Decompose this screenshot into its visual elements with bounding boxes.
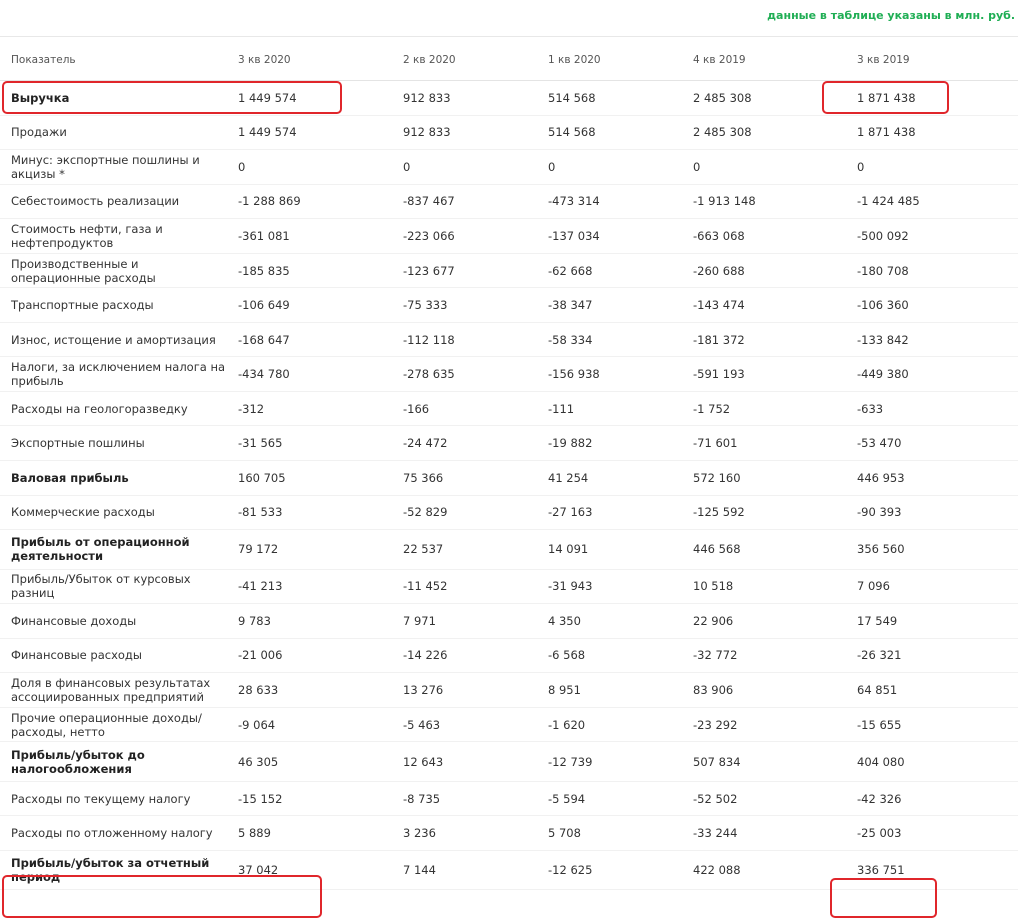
value-q4-2019: -125 592: [693, 505, 745, 520]
row-label: Продажи: [11, 125, 67, 140]
row-label: Прочие операционные доходы/ расходы, нетто: [11, 710, 202, 739]
value-q4-2019: -591 193: [693, 367, 745, 382]
value-q3-2019: -42 326: [857, 791, 902, 806]
value-q1-2020: -12 625: [548, 863, 593, 878]
value-q4-2019: -52 502: [693, 791, 738, 806]
value-q3-2020: -1 288 869: [238, 194, 301, 209]
value-q4-2019: 0: [693, 159, 701, 174]
value-q4-2019: -23 292: [693, 717, 738, 732]
table-row: [0, 116, 1018, 151]
value-q2-2020: -24 472: [403, 436, 448, 451]
value-q3-2019: -180 708: [857, 263, 909, 278]
value-q3-2019: 64 851: [857, 683, 898, 698]
value-q4-2019: 446 568: [693, 542, 741, 557]
value-q4-2019: -260 688: [693, 263, 745, 278]
value-q2-2020: -123 677: [403, 263, 455, 278]
highlight-revenue-label: [2, 81, 342, 114]
value-q3-2019: 356 560: [857, 542, 905, 557]
row-label: Расходы на геологоразведку: [11, 401, 188, 416]
value-q1-2020: -19 882: [548, 436, 593, 451]
value-q3-2020: -41 213: [238, 579, 283, 594]
value-q2-2020: -52 829: [403, 505, 448, 520]
value-q4-2019: 83 906: [693, 683, 734, 698]
value-q2-2020: 75 366: [403, 470, 444, 485]
value-q2-2020: -837 467: [403, 194, 455, 209]
value-q3-2020: -31 565: [238, 436, 283, 451]
row-label: Расходы по текущему налогу: [11, 791, 191, 806]
value-q2-2020: -8 735: [403, 791, 441, 806]
row-label: Себестоимость реализации: [11, 194, 180, 209]
value-q2-2020: 22 537: [403, 542, 444, 557]
value-q1-2020: -38 347: [548, 298, 593, 313]
row-label: Коммерческие расходы: [11, 505, 155, 520]
value-q3-2020: 46 305: [238, 754, 279, 769]
value-q3-2019: -133 842: [857, 332, 909, 347]
value-q3-2020: 37 042: [238, 863, 279, 878]
value-q3-2020: -9 064: [238, 717, 276, 732]
table-row: [0, 392, 1018, 427]
row-label: Прибыль от операционной деятельности: [11, 535, 190, 564]
value-q4-2019: 2 485 308: [693, 90, 752, 105]
table-row: [0, 639, 1018, 674]
value-q3-2020: 79 172: [238, 542, 279, 557]
row-label: Экспортные пошлины: [11, 436, 145, 451]
row-label: Прибыль/убыток до налогообложения: [11, 747, 145, 776]
row-label: Производственные и операционные расходы: [11, 256, 156, 285]
value-q3-2019: 336 751: [857, 863, 905, 878]
value-q2-2020: -278 635: [403, 367, 455, 382]
value-q3-2019: 1 871 438: [857, 90, 916, 105]
table-row: [0, 604, 1018, 639]
value-q1-2020: -58 334: [548, 332, 593, 347]
value-q1-2020: 0: [548, 159, 556, 174]
value-q4-2019: 10 518: [693, 579, 734, 594]
units-note: данные в таблице указаны в млн. руб.: [767, 9, 1015, 22]
value-q4-2019: 572 160: [693, 470, 741, 485]
row-label: Расходы по отложенному налогу: [11, 826, 213, 841]
table-row: [0, 323, 1018, 358]
table-row: [0, 496, 1018, 531]
row-label: Минус: экспортные пошлины и акцизы *: [11, 152, 200, 181]
row-label: Износ, истощение и амортизация: [11, 332, 216, 347]
value-q3-2020: 1 449 574: [238, 125, 297, 140]
value-q3-2019: -26 321: [857, 648, 902, 663]
value-q3-2019: 0: [857, 159, 865, 174]
value-q4-2019: -181 372: [693, 332, 745, 347]
value-q3-2020: -168 647: [238, 332, 290, 347]
value-q3-2020: -312: [238, 401, 265, 416]
row-label: Доля в финансовых результатах ассоциированных предприятий: [11, 676, 211, 705]
value-q1-2020: -473 314: [548, 194, 600, 209]
row-label: Прибыль/Убыток от курсовых разниц: [11, 572, 191, 601]
value-q3-2020: -106 649: [238, 298, 290, 313]
table-row: [0, 461, 1018, 496]
value-q3-2020: 160 705: [238, 470, 286, 485]
value-q1-2020: -31 943: [548, 579, 593, 594]
value-q1-2020: 8 951: [548, 683, 581, 698]
value-q4-2019: -71 601: [693, 436, 738, 451]
value-q2-2020: 912 833: [403, 90, 451, 105]
value-q4-2019: -32 772: [693, 648, 738, 663]
value-q2-2020: -223 066: [403, 228, 455, 243]
table-row: [0, 570, 1018, 605]
value-q3-2020: -15 152: [238, 791, 283, 806]
value-q1-2020: -27 163: [548, 505, 593, 520]
header-q2-2020: 2 кв 2020: [403, 53, 456, 66]
value-q1-2020: -62 668: [548, 263, 593, 278]
value-q3-2019: -90 393: [857, 505, 902, 520]
highlight-net-profit-label: [2, 875, 322, 918]
value-q3-2020: -185 835: [238, 263, 290, 278]
value-q4-2019: -143 474: [693, 298, 745, 313]
value-q3-2019: 404 080: [857, 754, 905, 769]
table-body: [0, 81, 1018, 890]
value-q2-2020: -166: [403, 401, 430, 416]
table-row: [0, 816, 1018, 851]
table-row: [0, 357, 1018, 392]
value-q2-2020: -5 463: [403, 717, 441, 732]
value-q2-2020: -14 226: [403, 648, 448, 663]
value-q4-2019: 507 834: [693, 754, 741, 769]
table-row: [0, 219, 1018, 254]
value-q3-2019: -15 655: [857, 717, 902, 732]
value-q1-2020: -1 620: [548, 717, 586, 732]
value-q2-2020: -11 452: [403, 579, 448, 594]
table-row: [0, 782, 1018, 817]
table-row: [0, 673, 1018, 708]
table-row: [0, 150, 1018, 185]
value-q3-2020: 28 633: [238, 683, 279, 698]
value-q3-2019: -106 360: [857, 298, 909, 313]
header-q1-2020: 1 кв 2020: [548, 53, 601, 66]
row-label: Финансовые расходы: [11, 648, 142, 663]
table-header-row: [0, 37, 1018, 81]
value-q1-2020: -137 034: [548, 228, 600, 243]
value-q2-2020: 7 144: [403, 863, 436, 878]
table-row: [0, 530, 1018, 570]
value-q3-2020: 0: [238, 159, 246, 174]
value-q1-2020: 514 568: [548, 125, 596, 140]
value-q1-2020: 4 350: [548, 613, 581, 628]
header-q3-2019: 3 кв 2019: [857, 53, 910, 66]
row-label: Стоимость нефти, газа и нефтепродуктов: [11, 221, 163, 250]
value-q2-2020: 13 276: [403, 683, 444, 698]
value-q3-2019: -1 424 485: [857, 194, 920, 209]
value-q2-2020: -112 118: [403, 332, 455, 347]
value-q3-2020: 9 783: [238, 613, 271, 628]
table-row: [0, 708, 1018, 743]
header-indicator: Показатель: [11, 53, 76, 66]
value-q3-2020: -361 081: [238, 228, 290, 243]
row-label: Финансовые доходы: [11, 613, 137, 628]
value-q3-2020: -81 533: [238, 505, 283, 520]
value-q4-2019: -1 913 148: [693, 194, 756, 209]
value-q1-2020: 514 568: [548, 90, 596, 105]
row-label: Прибыль/убыток за отчетный период: [11, 856, 210, 885]
value-q2-2020: 912 833: [403, 125, 451, 140]
value-q3-2020: 1 449 574: [238, 90, 297, 105]
table-row: [0, 426, 1018, 461]
value-q4-2019: 22 906: [693, 613, 734, 628]
highlight-net-profit-q3-2019: [830, 878, 937, 918]
value-q1-2020: -156 938: [548, 367, 600, 382]
value-q2-2020: -75 333: [403, 298, 448, 313]
header-q3-2020: 3 кв 2020: [238, 53, 291, 66]
value-q4-2019: -1 752: [693, 401, 731, 416]
value-q3-2019: -53 470: [857, 436, 902, 451]
table-row: [0, 288, 1018, 323]
row-label: Транспортные расходы: [11, 298, 154, 313]
table-row: [0, 742, 1018, 782]
value-q4-2019: -663 068: [693, 228, 745, 243]
value-q3-2019: 1 871 438: [857, 125, 916, 140]
value-q1-2020: 5 708: [548, 826, 581, 841]
value-q4-2019: -33 244: [693, 826, 738, 841]
value-q3-2020: -434 780: [238, 367, 290, 382]
value-q3-2019: -25 003: [857, 826, 902, 841]
financial-table: [0, 36, 1018, 890]
value-q3-2019: -633: [857, 401, 884, 416]
value-q1-2020: -12 739: [548, 754, 593, 769]
value-q2-2020: 7 971: [403, 613, 436, 628]
row-label: Валовая прибыль: [11, 470, 129, 485]
highlight-revenue-q3-2019: [822, 81, 949, 114]
value-q1-2020: -111: [548, 401, 575, 416]
value-q3-2019: 7 096: [857, 579, 890, 594]
value-q3-2019: 17 549: [857, 613, 898, 628]
row-label: Выручка: [11, 90, 70, 105]
table-row: [0, 254, 1018, 289]
value-q3-2020: -21 006: [238, 648, 283, 663]
value-q4-2019: 2 485 308: [693, 125, 752, 140]
value-q2-2020: 3 236: [403, 826, 436, 841]
value-q2-2020: 12 643: [403, 754, 444, 769]
table-row: [0, 185, 1018, 220]
row-label: Налоги, за исключением налога на прибыль: [11, 360, 226, 389]
value-q1-2020: 41 254: [548, 470, 589, 485]
value-q1-2020: -5 594: [548, 791, 586, 806]
value-q1-2020: 14 091: [548, 542, 589, 557]
value-q1-2020: -6 568: [548, 648, 586, 663]
value-q3-2019: -449 380: [857, 367, 909, 382]
value-q2-2020: 0: [403, 159, 411, 174]
value-q3-2019: 446 953: [857, 470, 905, 485]
header-q4-2019: 4 кв 2019: [693, 53, 746, 66]
value-q3-2020: 5 889: [238, 826, 271, 841]
value-q3-2019: -500 092: [857, 228, 909, 243]
value-q4-2019: 422 088: [693, 863, 741, 878]
